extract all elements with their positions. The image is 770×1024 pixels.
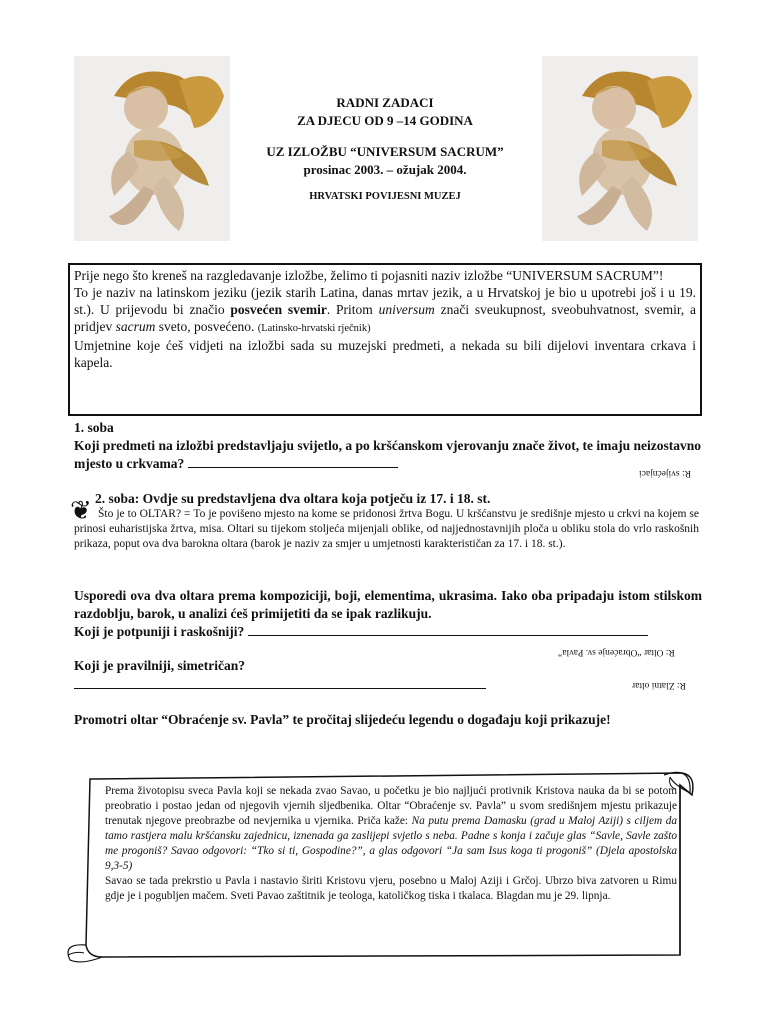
exhibition-title: UZ IZLOŽBU “UNIVERSUM SACRUM”	[266, 144, 504, 159]
question-symmetric: Koji je pravilniji, simetričan?	[74, 658, 245, 673]
room2-heading: 2. soba: Ovdje su predstavljena dva oltara koja potječu iz 17. i 18. st.	[95, 491, 491, 506]
room1-answer-key: R: svijećnjaci	[639, 468, 691, 478]
intro-text: znači sveukupnost, sveobuhvatnost, svemir, a pridjev	[74, 302, 696, 334]
angel-image-right	[542, 56, 698, 246]
room1-question-text: Koji predmeti na izložbi predstavljaju svijetlo, a po kršćanskom vjerovanju znače život, te imaju neizostavno mjesto u crkvama?	[74, 438, 701, 471]
legend-text	[105, 784, 677, 904]
compare-text: Usporedi ova dva oltara prema kompoziciji, boji, elementima, ukrasima. Iako oba pripadaju istom stilskom razdoblju, barok, u analizi ćeš primijetiti da se ipak razlikuju.	[74, 588, 702, 621]
question-1-text: Koji je potpuniji i raskošniji?	[74, 624, 245, 639]
cherub-sculpture-icon	[542, 56, 698, 241]
intro-text: To je naziv na latinskom jeziku (jezik starih Latina, danas mrtav jezik, a u Hrvatskoj je bio u upotrebi još i u 19. st.). U prijevodu bi značio	[74, 285, 696, 317]
room1-section	[74, 419, 702, 473]
answer-key-2: R: Zlatni oltar	[632, 680, 686, 690]
answer-line[interactable]	[74, 676, 486, 689]
intro-bold: posvećen svemir	[230, 302, 327, 317]
compare-section	[74, 587, 702, 641]
museum-name: HRVATSKI POVIJESNI MUZEJ	[309, 191, 461, 202]
cherub-sculpture-icon	[74, 56, 230, 241]
room1-heading: 1. soba	[74, 420, 114, 435]
header-title-1: RADNI ZADACI	[336, 95, 434, 110]
room2-text-content: Što je to OLTAR? = To je povišeno mjesto na kome se pridonosi žrtva Bogu. U kršćanstvu je središnje mjesto u crkvi na kojem se prinosi euharistijska žrtva, misa. Oltari su tijekom stoljeća mijenjali oblike, od najjednostavnijih ploča u obliku stola do vrlo raskošnih prikaza, poput ova dva barokna oltara (barok je naziv za smjer u umjetnosti karakterističan za 17. i 18. st.).	[74, 508, 699, 550]
intro-italic: sacrum	[115, 319, 156, 334]
room1-question	[74, 437, 702, 473]
answer-line[interactable]	[188, 455, 398, 468]
fleuron-icon: ❦	[70, 496, 92, 525]
intro-text: sveto, posvećeno.	[155, 319, 258, 334]
paul-prompt: Promotri oltar “Obraćenje sv. Pavla” te pročitaj slijedeću legendu o događaju koji prikazuje!	[74, 712, 611, 727]
header-title-2: ZA DJECU OD 9 –14 GODINA	[297, 113, 473, 128]
intro-paragraph-2	[74, 284, 696, 337]
legend-quote: Na putu prema Damasku (grad u Maloj Aziji) s ciljem da tamo rastjera malu kršćansku zajednicu, iznenada ga zaslijepi svjetlo s neba. Padne s konja i začuje glas “Savle, Savle zašto me progoniš? Savao odgovori: “Tko si ti, Gospodine?”, a glas odgovori “Ja sam Isus koga ti progoniš” (Djela apostolska 9,3-5)	[105, 815, 677, 872]
intro-box	[68, 263, 702, 416]
exhibition-dates: prosinac 2003. – ožujak 2004.	[303, 162, 467, 177]
legend-conclusion: Savao se tada prekrstio u Pavla i nastavio širiti Kristovu vjeru, posebno u Maloj Aziji i Grčoj. Ubrzo biva zatvoren u Rimu gdje je i pogubljen mačem. Sveti Pavao zaštitnik je teologa, katoličkog tiska i tkalaca. Blagdan mu je 29. lipnja.	[105, 875, 677, 902]
dictionary-reference: (Latinsko-hrvatski rječnik)	[257, 323, 371, 334]
angel-image-left	[74, 56, 230, 246]
page-header	[232, 94, 538, 202]
answer-line[interactable]	[248, 623, 648, 636]
legend-intro: Prema životopisu sveca Pavla koji se nekada zvao Savao, u početku je bio najljući protivnik Kristova nauka da bi se potom preobratio i postao jedan od njegovih vjernih sljedbenika. Oltar “Obraćenje sv. Pavla” u svom središnjem mjestu prikazuje trenutak njegove preobrazbe od nevjernika u vjernika. Priča kaže:	[105, 785, 677, 827]
question-more-lavish	[74, 623, 702, 641]
intro-paragraph-1: Prije nego što kreneš na razgledavanje izložbe, želimo ti pojasniti naziv izložbe “UNIVERSUM SACRUM”!	[74, 268, 664, 283]
intro-text: . Pritom	[326, 302, 379, 317]
intro-italic: universum	[378, 302, 435, 317]
answer-key-1: R: Oltar “Obraćenje sv. Pavla”	[558, 647, 675, 657]
room2-text	[74, 507, 699, 552]
intro-paragraph-3: Umjetnine koje ćeš vidjeti na izložbi sada su muzejski predmeti, a nekada su bili dijelovi inventara crkava i kapela.	[74, 338, 696, 370]
